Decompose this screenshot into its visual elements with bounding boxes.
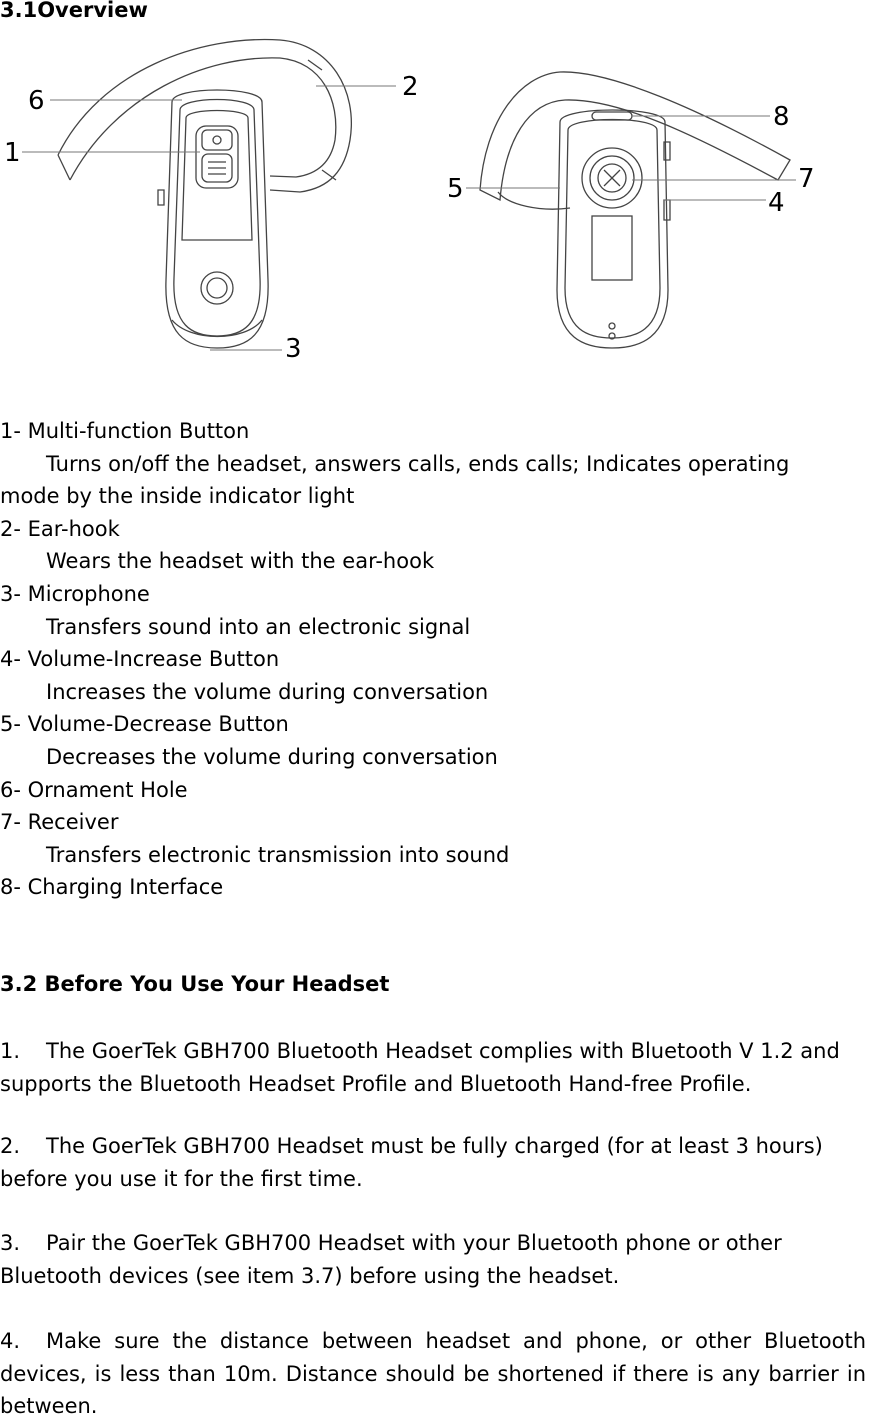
component-title: 7- Receiver: [0, 810, 119, 835]
component-list: [0, 415, 872, 904]
ear-hook-outline: [58, 40, 351, 192]
item-number: 2.: [0, 1134, 21, 1158]
component-title: 8- Charging Interface: [0, 875, 224, 900]
left-body-outline: [166, 90, 268, 348]
before-use-heading: 3.2 Before You Use Your Headset: [0, 972, 390, 996]
component-description: Transfers sound into an electronic signal: [46, 614, 471, 639]
item-number: 4.: [0, 1329, 21, 1353]
component-description: Increases the volume during conversation: [46, 679, 489, 704]
callout-7: 7: [798, 164, 815, 194]
right-body-outline: [557, 110, 668, 348]
right-ear-hook-outline: [480, 72, 790, 200]
component-description: Wears the headset with the ear-hook: [46, 549, 435, 574]
callout-8: 8: [773, 102, 790, 132]
callout-5: 5: [447, 174, 464, 204]
item-number: 1.: [0, 1039, 21, 1063]
instruction-item: [0, 1325, 866, 1423]
instruction-item: [0, 1227, 866, 1292]
ear-hook-inner: [70, 58, 336, 180]
callout-4: 4: [768, 188, 785, 218]
component-title: 3- Microphone: [0, 581, 150, 606]
overview-heading: 3.1Overview: [0, 0, 148, 22]
charging-interface: [592, 112, 632, 120]
component-description: Turns on/off the headset, answers calls, ends calls; Indicates operating: [46, 451, 790, 476]
item-text: The GoerTek GBH700 Bluetooth Headset complies with Bluetooth V 1.2 and supports the Bluetooth Headset Profile and Bluetooth Hand-free Profile.: [0, 1039, 840, 1096]
callout-1: 1: [4, 138, 21, 168]
component-title: 5- Volume-Decrease Button: [0, 712, 289, 737]
item-text: Pair the GoerTek GBH700 Headset with your Bluetooth phone or other Bluetooth devices (see item 3.7) before using the headset.: [0, 1231, 782, 1288]
item-text: Make sure the distance between headset and phone, or other Bluetooth devices, is less than 10m. Distance should be shortened if there is any barrier in between.: [0, 1329, 866, 1419]
component-description: Decreases the volume during conversation: [46, 744, 498, 769]
component-description: Transfers electronic transmission into sound: [46, 842, 510, 867]
headset-diagram: [0, 30, 872, 380]
component-description-continued: mode by the inside indicator light: [0, 484, 355, 509]
instruction-item: [0, 1130, 866, 1195]
component-title: 1- Multi-function Button: [0, 419, 250, 443]
callout-3: 3: [285, 334, 302, 364]
component-title: 6- Ornament Hole: [0, 777, 188, 802]
component-title: 4- Volume-Increase Button: [0, 647, 280, 672]
headset-illustration: [0, 30, 872, 380]
component-title: 2- Ear-hook: [0, 516, 120, 541]
microphone-hole: [201, 272, 233, 304]
right-panel: [592, 216, 632, 280]
callout-2: 2: [402, 72, 419, 102]
item-number: 3.: [0, 1231, 21, 1255]
instruction-item: [0, 1035, 866, 1100]
item-text: The GoerTek GBH700 Headset must be fully charged (for at least 3 hours) before you use it for the first time.: [0, 1134, 823, 1191]
callout-6: 6: [28, 86, 45, 116]
